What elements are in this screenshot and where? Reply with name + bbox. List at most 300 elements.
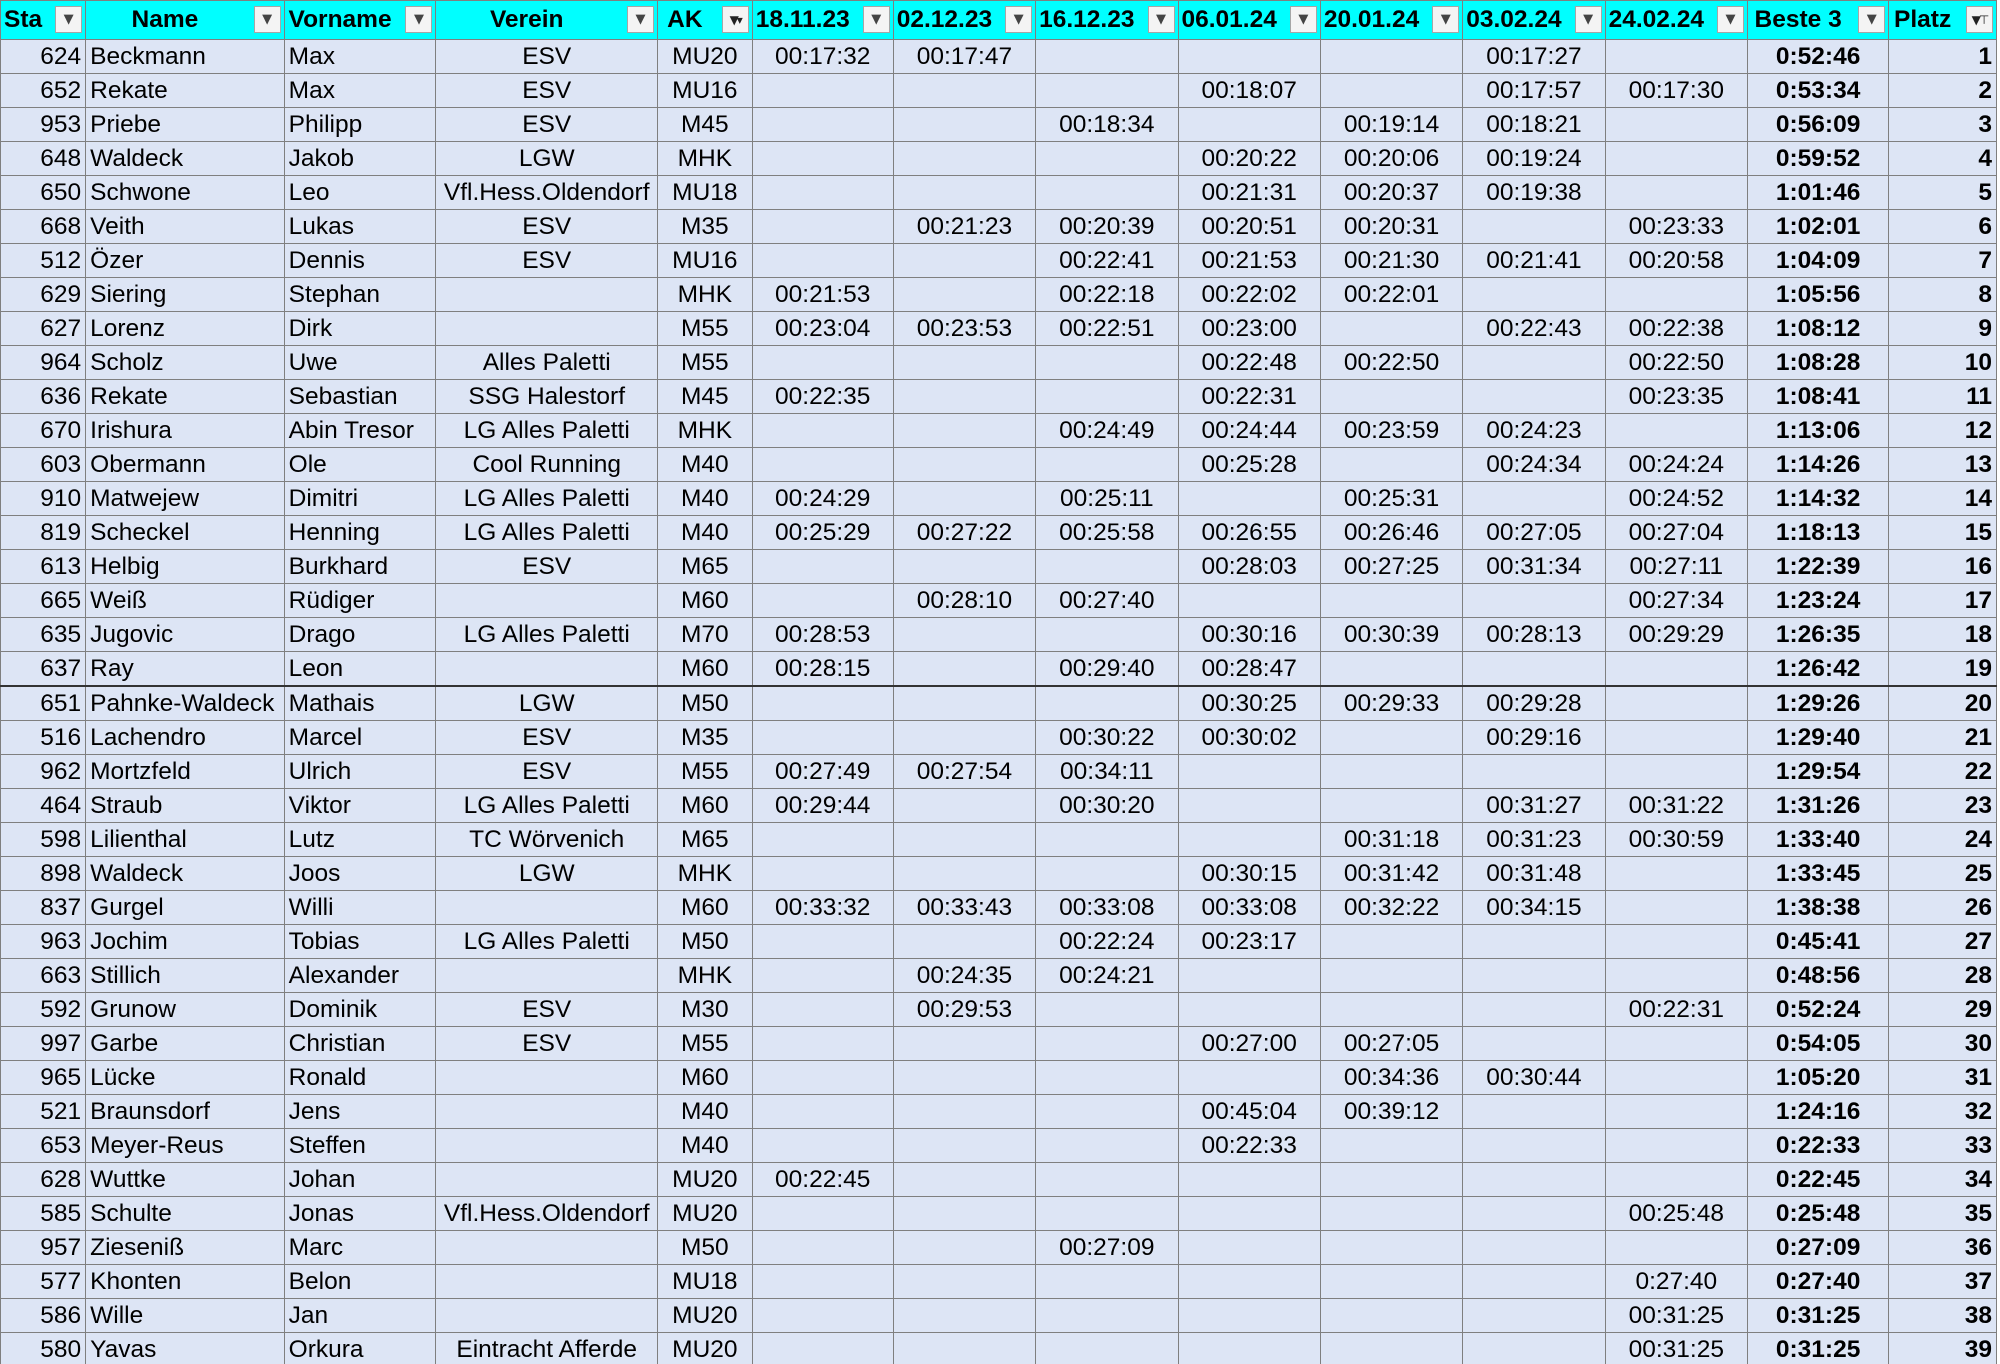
filter-dropdown-icon[interactable]: ▼ [1858, 6, 1885, 33]
cell-lauf-6[interactable] [1463, 1197, 1605, 1231]
cell-lauf-5[interactable]: 00:25:31 [1320, 482, 1462, 516]
cell-name[interactable]: Obermann [86, 448, 285, 482]
cell-lauf-2[interactable] [893, 721, 1035, 755]
cell-lauf-6[interactable]: 00:24:34 [1463, 448, 1605, 482]
cell-name[interactable]: Helbig [86, 550, 285, 584]
cell-ak[interactable]: MU18 [657, 176, 752, 210]
cell-startnr[interactable]: 650 [1, 176, 86, 210]
cell-platz[interactable]: 29 [1889, 993, 1997, 1027]
cell-vorname[interactable]: Belon [284, 1265, 436, 1299]
cell-lauf-6[interactable] [1463, 584, 1605, 618]
cell-lauf-4[interactable]: 00:45:04 [1178, 1095, 1320, 1129]
cell-platz[interactable]: 22 [1889, 755, 1997, 789]
cell-verein[interactable] [436, 312, 658, 346]
cell-verein[interactable]: Vfl.Hess.Oldendorf [436, 176, 658, 210]
cell-lauf-7[interactable]: 00:22:31 [1605, 993, 1747, 1027]
cell-lauf-3[interactable] [1036, 1299, 1178, 1333]
cell-lauf-1[interactable] [752, 584, 893, 618]
cell-lauf-5[interactable] [1320, 380, 1462, 414]
cell-verein[interactable] [436, 1163, 658, 1197]
cell-lauf-4[interactable]: 00:30:02 [1178, 721, 1320, 755]
cell-verein[interactable]: ESV [436, 1027, 658, 1061]
cell-platz[interactable]: 33 [1889, 1129, 1997, 1163]
cell-beste-3[interactable]: 1:33:40 [1748, 823, 1889, 857]
cell-lauf-3[interactable] [1036, 1095, 1178, 1129]
cell-verein[interactable]: LGW [436, 142, 658, 176]
cell-lauf-6[interactable] [1463, 993, 1605, 1027]
cell-lauf-1[interactable]: 00:28:15 [752, 652, 893, 687]
cell-beste-3[interactable]: 1:26:42 [1748, 652, 1889, 687]
cell-platz[interactable]: 11 [1889, 380, 1997, 414]
cell-lauf-3[interactable]: 00:30:22 [1036, 721, 1178, 755]
cell-beste-3[interactable]: 0:31:25 [1748, 1333, 1889, 1364]
cell-startnr[interactable]: 910 [1, 482, 86, 516]
cell-lauf-6[interactable] [1463, 346, 1605, 380]
cell-vorname[interactable]: Mathais [284, 686, 436, 721]
cell-lauf-4[interactable] [1178, 1265, 1320, 1299]
cell-name[interactable]: Khonten [86, 1265, 285, 1299]
cell-lauf-1[interactable] [752, 823, 893, 857]
cell-verein[interactable]: LG Alles Paletti [436, 482, 658, 516]
cell-lauf-2[interactable] [893, 142, 1035, 176]
cell-lauf-1[interactable] [752, 74, 893, 108]
cell-lauf-6[interactable] [1463, 1163, 1605, 1197]
cell-lauf-6[interactable] [1463, 482, 1605, 516]
cell-beste-3[interactable]: 1:22:39 [1748, 550, 1889, 584]
cell-lauf-7[interactable] [1605, 755, 1747, 789]
cell-lauf-5[interactable]: 00:27:05 [1320, 1027, 1462, 1061]
cell-lauf-1[interactable] [752, 721, 893, 755]
cell-lauf-6[interactable] [1463, 1265, 1605, 1299]
cell-lauf-2[interactable] [893, 448, 1035, 482]
cell-platz[interactable]: 4 [1889, 142, 1997, 176]
cell-beste-3[interactable]: 1:08:41 [1748, 380, 1889, 414]
cell-lauf-3[interactable] [1036, 1333, 1178, 1364]
cell-lauf-5[interactable] [1320, 1299, 1462, 1333]
cell-ak[interactable]: M35 [657, 210, 752, 244]
cell-lauf-1[interactable] [752, 210, 893, 244]
filter-dropdown-icon[interactable]: ▼ [863, 6, 890, 33]
filter-active-icon[interactable]: ▼⊤ [1966, 6, 1993, 33]
cell-lauf-7[interactable] [1605, 686, 1747, 721]
cell-ak[interactable]: M40 [657, 1095, 752, 1129]
cell-lauf-5[interactable] [1320, 1231, 1462, 1265]
cell-platz[interactable]: 35 [1889, 1197, 1997, 1231]
cell-beste-3[interactable]: 1:26:35 [1748, 618, 1889, 652]
cell-lauf-3[interactable] [1036, 993, 1178, 1027]
cell-startnr[interactable]: 964 [1, 346, 86, 380]
cell-ak[interactable]: M55 [657, 312, 752, 346]
cell-lauf-3[interactable]: 00:25:11 [1036, 482, 1178, 516]
cell-lauf-1[interactable] [752, 1265, 893, 1299]
cell-ak[interactable]: M40 [657, 448, 752, 482]
cell-platz[interactable]: 30 [1889, 1027, 1997, 1061]
cell-lauf-4[interactable]: 00:28:03 [1178, 550, 1320, 584]
cell-lauf-5[interactable]: 00:39:12 [1320, 1095, 1462, 1129]
cell-platz[interactable]: 24 [1889, 823, 1997, 857]
filter-dropdown-icon[interactable]: ▼ [1432, 6, 1459, 33]
cell-name[interactable]: Rekate [86, 380, 285, 414]
cell-lauf-4[interactable] [1178, 1333, 1320, 1364]
cell-vorname[interactable]: Joos [284, 857, 436, 891]
cell-lauf-3[interactable]: 00:22:41 [1036, 244, 1178, 278]
cell-vorname[interactable]: Jakob [284, 142, 436, 176]
cell-vorname[interactable]: Viktor [284, 789, 436, 823]
cell-lauf-1[interactable] [752, 959, 893, 993]
cell-verein[interactable] [436, 584, 658, 618]
cell-beste-3[interactable]: 1:13:06 [1748, 414, 1889, 448]
cell-lauf-2[interactable]: 00:27:22 [893, 516, 1035, 550]
cell-ak[interactable]: M65 [657, 550, 752, 584]
cell-lauf-5[interactable]: 00:30:39 [1320, 618, 1462, 652]
cell-lauf-1[interactable] [752, 925, 893, 959]
cell-ak[interactable]: M45 [657, 108, 752, 142]
cell-vorname[interactable]: Sebastian [284, 380, 436, 414]
cell-lauf-3[interactable] [1036, 1265, 1178, 1299]
cell-lauf-1[interactable] [752, 857, 893, 891]
cell-beste-3[interactable]: 1:05:56 [1748, 278, 1889, 312]
cell-lauf-5[interactable]: 00:20:06 [1320, 142, 1462, 176]
cell-lauf-2[interactable]: 00:28:10 [893, 584, 1035, 618]
cell-lauf-7[interactable] [1605, 1231, 1747, 1265]
cell-lauf-7[interactable] [1605, 414, 1747, 448]
cell-lauf-2[interactable] [893, 244, 1035, 278]
cell-lauf-1[interactable] [752, 686, 893, 721]
cell-platz[interactable]: 19 [1889, 652, 1997, 687]
cell-lauf-5[interactable]: 00:26:46 [1320, 516, 1462, 550]
cell-lauf-1[interactable] [752, 1027, 893, 1061]
cell-lauf-5[interactable] [1320, 925, 1462, 959]
cell-beste-3[interactable]: 1:14:26 [1748, 448, 1889, 482]
cell-name[interactable]: Irishura [86, 414, 285, 448]
cell-lauf-1[interactable] [752, 550, 893, 584]
cell-vorname[interactable]: Philipp [284, 108, 436, 142]
cell-lauf-6[interactable]: 00:29:28 [1463, 686, 1605, 721]
cell-lauf-4[interactable]: 00:30:25 [1178, 686, 1320, 721]
cell-startnr[interactable]: 592 [1, 993, 86, 1027]
filter-dropdown-icon[interactable]: ▼ [254, 6, 281, 33]
cell-lauf-2[interactable] [893, 1061, 1035, 1095]
cell-name[interactable]: Siering [86, 278, 285, 312]
cell-verein[interactable]: LGW [436, 686, 658, 721]
cell-vorname[interactable]: Burkhard [284, 550, 436, 584]
cell-ak[interactable]: M60 [657, 1061, 752, 1095]
cell-verein[interactable] [436, 278, 658, 312]
cell-startnr[interactable]: 585 [1, 1197, 86, 1231]
cell-name[interactable]: Lücke [86, 1061, 285, 1095]
cell-lauf-5[interactable]: 00:31:42 [1320, 857, 1462, 891]
cell-platz[interactable]: 1 [1889, 40, 1997, 74]
cell-startnr[interactable]: 580 [1, 1333, 86, 1364]
cell-verein[interactable]: ESV [436, 74, 658, 108]
cell-verein[interactable]: LGW [436, 857, 658, 891]
cell-lauf-2[interactable]: 00:29:53 [893, 993, 1035, 1027]
cell-ak[interactable]: MU20 [657, 1333, 752, 1364]
filter-dropdown-icon[interactable]: ▼ [1148, 6, 1175, 33]
cell-lauf-1[interactable] [752, 1299, 893, 1333]
cell-lauf-3[interactable] [1036, 346, 1178, 380]
cell-lauf-3[interactable]: 00:29:40 [1036, 652, 1178, 687]
cell-platz[interactable]: 18 [1889, 618, 1997, 652]
cell-startnr[interactable]: 652 [1, 74, 86, 108]
cell-lauf-2[interactable] [893, 346, 1035, 380]
cell-lauf-2[interactable] [893, 380, 1035, 414]
cell-lauf-7[interactable]: 00:24:24 [1605, 448, 1747, 482]
cell-lauf-3[interactable]: 00:22:18 [1036, 278, 1178, 312]
cell-lauf-7[interactable]: 00:30:59 [1605, 823, 1747, 857]
cell-lauf-6[interactable] [1463, 652, 1605, 687]
cell-name[interactable]: Waldeck [86, 142, 285, 176]
cell-ak[interactable]: MU16 [657, 74, 752, 108]
cell-lauf-3[interactable] [1036, 686, 1178, 721]
cell-lauf-5[interactable]: 00:23:59 [1320, 414, 1462, 448]
cell-lauf-4[interactable] [1178, 789, 1320, 823]
cell-startnr[interactable]: 965 [1, 1061, 86, 1095]
cell-lauf-4[interactable]: 00:21:31 [1178, 176, 1320, 210]
cell-lauf-7[interactable]: 00:20:58 [1605, 244, 1747, 278]
cell-beste-3[interactable]: 0:25:48 [1748, 1197, 1889, 1231]
cell-lauf-6[interactable]: 00:30:44 [1463, 1061, 1605, 1095]
cell-name[interactable]: Pahnke-Waldeck [86, 686, 285, 721]
cell-lauf-7[interactable] [1605, 1027, 1747, 1061]
cell-lauf-7[interactable] [1605, 40, 1747, 74]
cell-lauf-3[interactable] [1036, 448, 1178, 482]
cell-beste-3[interactable]: 1:24:16 [1748, 1095, 1889, 1129]
cell-name[interactable]: Garbe [86, 1027, 285, 1061]
cell-vorname[interactable]: Orkura [284, 1333, 436, 1364]
cell-startnr[interactable]: 953 [1, 108, 86, 142]
cell-verein[interactable]: LG Alles Paletti [436, 618, 658, 652]
cell-verein[interactable]: ESV [436, 210, 658, 244]
cell-lauf-2[interactable] [893, 414, 1035, 448]
cell-vorname[interactable]: Lukas [284, 210, 436, 244]
cell-startnr[interactable]: 957 [1, 1231, 86, 1265]
cell-startnr[interactable]: 819 [1, 516, 86, 550]
cell-lauf-2[interactable] [893, 823, 1035, 857]
cell-name[interactable]: Lilienthal [86, 823, 285, 857]
cell-platz[interactable]: 15 [1889, 516, 1997, 550]
cell-lauf-3[interactable]: 00:24:21 [1036, 959, 1178, 993]
cell-startnr[interactable]: 629 [1, 278, 86, 312]
cell-lauf-5[interactable]: 00:34:36 [1320, 1061, 1462, 1095]
cell-startnr[interactable]: 516 [1, 721, 86, 755]
cell-lauf-7[interactable]: 00:29:29 [1605, 618, 1747, 652]
cell-ak[interactable]: M60 [657, 891, 752, 925]
cell-name[interactable]: Meyer-Reus [86, 1129, 285, 1163]
cell-lauf-5[interactable] [1320, 721, 1462, 755]
cell-name[interactable]: Schulte [86, 1197, 285, 1231]
cell-lauf-2[interactable] [893, 1129, 1035, 1163]
cell-lauf-1[interactable]: 00:27:49 [752, 755, 893, 789]
cell-lauf-2[interactable]: 00:24:35 [893, 959, 1035, 993]
cell-lauf-6[interactable]: 00:18:21 [1463, 108, 1605, 142]
cell-beste-3[interactable]: 0:59:52 [1748, 142, 1889, 176]
cell-startnr[interactable]: 668 [1, 210, 86, 244]
cell-lauf-5[interactable] [1320, 1333, 1462, 1364]
cell-lauf-3[interactable]: 00:22:24 [1036, 925, 1178, 959]
cell-lauf-6[interactable]: 00:28:13 [1463, 618, 1605, 652]
cell-verein[interactable]: ESV [436, 40, 658, 74]
cell-lauf-4[interactable]: 00:25:28 [1178, 448, 1320, 482]
cell-lauf-2[interactable] [893, 482, 1035, 516]
cell-lauf-1[interactable]: 00:21:53 [752, 278, 893, 312]
cell-name[interactable]: Rekate [86, 74, 285, 108]
cell-verein[interactable]: Cool Running [436, 448, 658, 482]
cell-lauf-3[interactable] [1036, 857, 1178, 891]
cell-vorname[interactable]: Leo [284, 176, 436, 210]
cell-verein[interactable]: ESV [436, 550, 658, 584]
cell-verein[interactable]: ESV [436, 993, 658, 1027]
cell-ak[interactable]: MU18 [657, 1265, 752, 1299]
cell-lauf-4[interactable] [1178, 584, 1320, 618]
cell-platz[interactable]: 5 [1889, 176, 1997, 210]
cell-lauf-7[interactable]: 00:27:11 [1605, 550, 1747, 584]
cell-platz[interactable]: 34 [1889, 1163, 1997, 1197]
cell-verein[interactable] [436, 1265, 658, 1299]
cell-lauf-6[interactable]: 00:31:27 [1463, 789, 1605, 823]
cell-vorname[interactable]: Max [284, 40, 436, 74]
cell-platz[interactable]: 23 [1889, 789, 1997, 823]
cell-lauf-7[interactable] [1605, 721, 1747, 755]
cell-lauf-4[interactable]: 00:26:55 [1178, 516, 1320, 550]
cell-beste-3[interactable]: 1:29:26 [1748, 686, 1889, 721]
cell-startnr[interactable]: 598 [1, 823, 86, 857]
cell-name[interactable]: Gurgel [86, 891, 285, 925]
cell-verein[interactable] [436, 1095, 658, 1129]
cell-lauf-5[interactable] [1320, 40, 1462, 74]
cell-lauf-7[interactable] [1605, 142, 1747, 176]
cell-ak[interactable]: MU20 [657, 1163, 752, 1197]
cell-ak[interactable]: M30 [657, 993, 752, 1027]
cell-vorname[interactable]: Abin Tresor [284, 414, 436, 448]
cell-lauf-5[interactable] [1320, 74, 1462, 108]
cell-lauf-1[interactable] [752, 1333, 893, 1364]
cell-lauf-4[interactable]: 00:22:33 [1178, 1129, 1320, 1163]
cell-lauf-2[interactable] [893, 686, 1035, 721]
cell-lauf-6[interactable]: 00:17:57 [1463, 74, 1605, 108]
cell-lauf-6[interactable] [1463, 1231, 1605, 1265]
cell-lauf-1[interactable]: 00:25:29 [752, 516, 893, 550]
cell-lauf-7[interactable] [1605, 108, 1747, 142]
cell-startnr[interactable]: 997 [1, 1027, 86, 1061]
cell-name[interactable]: Waldeck [86, 857, 285, 891]
cell-lauf-1[interactable] [752, 993, 893, 1027]
cell-lauf-7[interactable]: 00:25:48 [1605, 1197, 1747, 1231]
cell-verein[interactable] [436, 891, 658, 925]
cell-platz[interactable]: 32 [1889, 1095, 1997, 1129]
cell-lauf-1[interactable]: 00:23:04 [752, 312, 893, 346]
cell-lauf-6[interactable]: 00:27:05 [1463, 516, 1605, 550]
cell-verein[interactable]: ESV [436, 755, 658, 789]
cell-ak[interactable]: M65 [657, 823, 752, 857]
cell-beste-3[interactable]: 1:08:28 [1748, 346, 1889, 380]
cell-lauf-2[interactable] [893, 108, 1035, 142]
cell-startnr[interactable]: 521 [1, 1095, 86, 1129]
cell-lauf-2[interactable] [893, 1231, 1035, 1265]
cell-platz[interactable]: 7 [1889, 244, 1997, 278]
cell-verein[interactable] [436, 959, 658, 993]
cell-beste-3[interactable]: 0:52:24 [1748, 993, 1889, 1027]
cell-lauf-4[interactable] [1178, 1299, 1320, 1333]
cell-startnr[interactable]: 651 [1, 686, 86, 721]
cell-startnr[interactable]: 665 [1, 584, 86, 618]
cell-name[interactable]: Jugovic [86, 618, 285, 652]
cell-lauf-1[interactable]: 00:28:53 [752, 618, 893, 652]
cell-platz[interactable]: 27 [1889, 925, 1997, 959]
cell-lauf-2[interactable]: 00:33:43 [893, 891, 1035, 925]
cell-verein[interactable]: LG Alles Paletti [436, 516, 658, 550]
cell-lauf-7[interactable]: 00:22:50 [1605, 346, 1747, 380]
cell-lauf-2[interactable] [893, 618, 1035, 652]
cell-vorname[interactable]: Max [284, 74, 436, 108]
cell-lauf-5[interactable] [1320, 1265, 1462, 1299]
cell-name[interactable]: Wille [86, 1299, 285, 1333]
cell-ak[interactable]: MU16 [657, 244, 752, 278]
cell-lauf-1[interactable] [752, 448, 893, 482]
cell-beste-3[interactable]: 0:22:33 [1748, 1129, 1889, 1163]
cell-verein[interactable]: Alles Paletti [436, 346, 658, 380]
cell-vorname[interactable]: Jonas [284, 1197, 436, 1231]
cell-startnr[interactable]: 627 [1, 312, 86, 346]
cell-startnr[interactable]: 648 [1, 142, 86, 176]
cell-lauf-4[interactable] [1178, 108, 1320, 142]
cell-lauf-5[interactable] [1320, 959, 1462, 993]
cell-lauf-6[interactable]: 00:22:43 [1463, 312, 1605, 346]
cell-lauf-4[interactable]: 00:22:31 [1178, 380, 1320, 414]
cell-verein[interactable]: ESV [436, 721, 658, 755]
cell-startnr[interactable]: 577 [1, 1265, 86, 1299]
cell-platz[interactable]: 25 [1889, 857, 1997, 891]
cell-vorname[interactable]: Henning [284, 516, 436, 550]
cell-vorname[interactable]: Christian [284, 1027, 436, 1061]
cell-lauf-6[interactable]: 00:34:15 [1463, 891, 1605, 925]
cell-lauf-1[interactable]: 00:17:32 [752, 40, 893, 74]
cell-lauf-2[interactable] [893, 74, 1035, 108]
cell-lauf-5[interactable]: 00:22:01 [1320, 278, 1462, 312]
cell-lauf-7[interactable] [1605, 891, 1747, 925]
cell-lauf-4[interactable] [1178, 1231, 1320, 1265]
cell-startnr[interactable]: 963 [1, 925, 86, 959]
cell-vorname[interactable]: Marc [284, 1231, 436, 1265]
cell-name[interactable]: Grunow [86, 993, 285, 1027]
cell-vorname[interactable]: Jan [284, 1299, 436, 1333]
cell-beste-3[interactable]: 1:29:40 [1748, 721, 1889, 755]
cell-lauf-6[interactable] [1463, 380, 1605, 414]
cell-vorname[interactable]: Dennis [284, 244, 436, 278]
cell-lauf-2[interactable]: 00:23:53 [893, 312, 1035, 346]
cell-lauf-7[interactable]: 00:24:52 [1605, 482, 1747, 516]
cell-lauf-1[interactable] [752, 1061, 893, 1095]
cell-lauf-3[interactable] [1036, 176, 1178, 210]
cell-lauf-6[interactable]: 00:24:23 [1463, 414, 1605, 448]
cell-ak[interactable]: M70 [657, 618, 752, 652]
filter-dropdown-icon[interactable]: ▼ [405, 6, 432, 33]
cell-lauf-5[interactable] [1320, 652, 1462, 687]
cell-lauf-2[interactable]: 00:17:47 [893, 40, 1035, 74]
cell-startnr[interactable]: 628 [1, 1163, 86, 1197]
cell-lauf-6[interactable] [1463, 1129, 1605, 1163]
cell-lauf-5[interactable] [1320, 993, 1462, 1027]
cell-verein[interactable] [436, 652, 658, 687]
cell-lauf-2[interactable]: 00:21:23 [893, 210, 1035, 244]
cell-lauf-6[interactable] [1463, 925, 1605, 959]
cell-lauf-2[interactable] [893, 1197, 1035, 1231]
cell-ak[interactable]: M55 [657, 1027, 752, 1061]
cell-lauf-7[interactable] [1605, 959, 1747, 993]
cell-startnr[interactable]: 586 [1, 1299, 86, 1333]
cell-lauf-7[interactable]: 0:27:40 [1605, 1265, 1747, 1299]
cell-platz[interactable]: 12 [1889, 414, 1997, 448]
